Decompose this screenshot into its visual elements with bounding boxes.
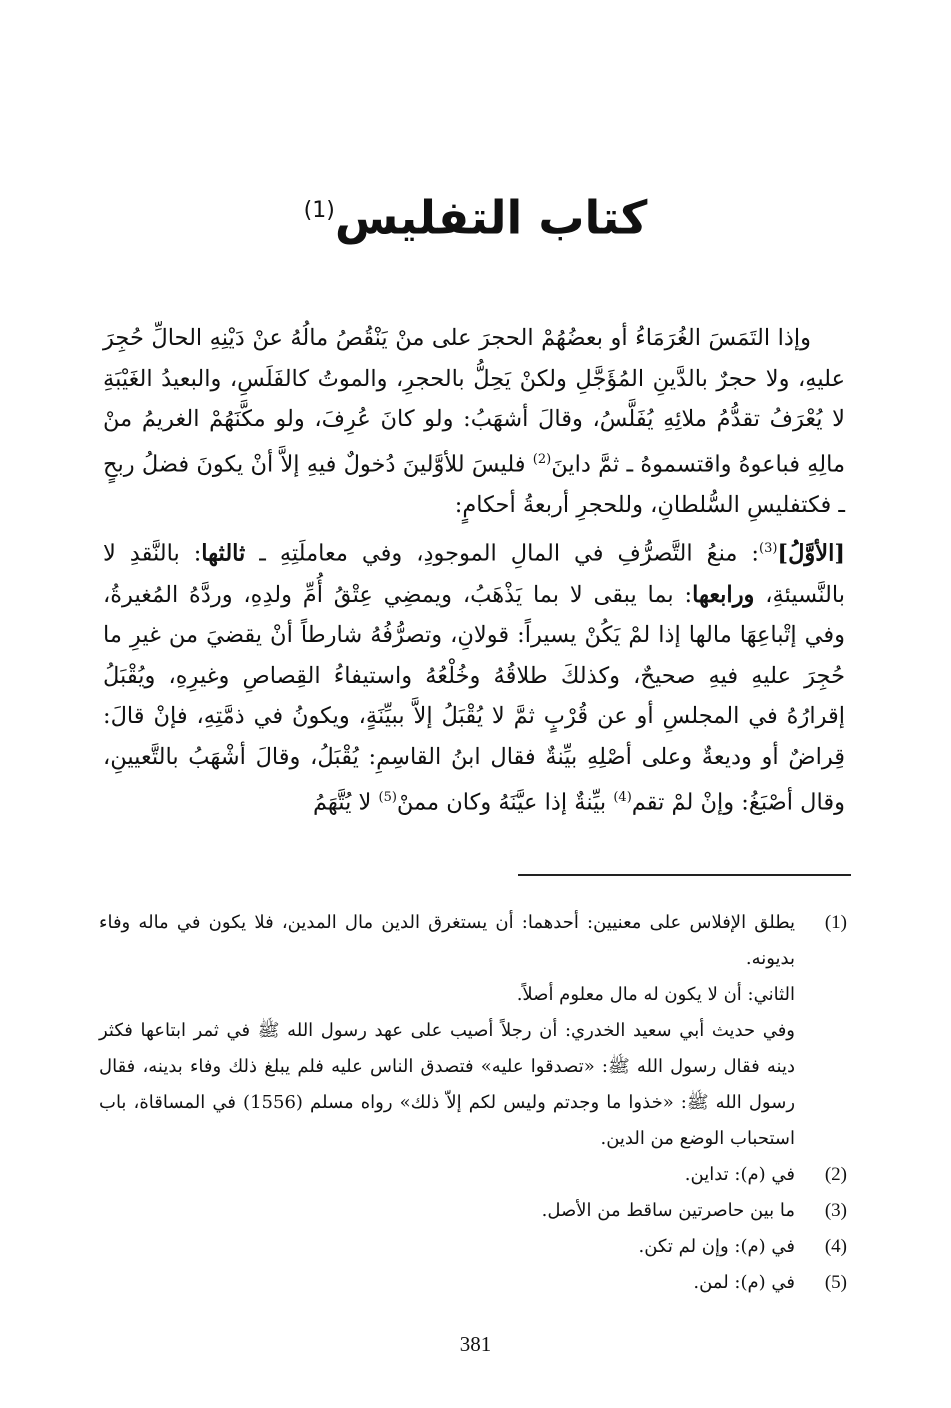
footnotes [99,905,851,1301]
paragraph-1-text-a: وإذا التَمَسَ الغُرَمَاءُ أو بعضُهُمْ الحجرَ على منْ يَنْقُصُ مالُهُ عنْ دَيْنِهِ الحالِّ حُجِرَ عليهِ، ولا حجرٌ بالدَّينِ المُؤَجَّلِ ولكنْ يَحِلُّ بالحجرِ، والموتُ كالفَلَسِ، والبعيدُ الغَيْبَةِ لا يُعْرَفُ تقدُّمُ ملائِهِ يُفَلَّسُ، وقالَ أشهَبُ: ولو كانَ عُرِفَ، ولو مكَّنَهُمْ الغريمُ منْ مالِهِ فباعوهُ واقتسموهُ ـ ثمَّ داينَ [103,325,845,478]
chapter-title-text: كتاب التفليس [334,190,648,245]
paragraph-1-text-b: فليسَ للأوَّلينَ دُخولٌ فيهِ إلاَّ أنْ يكونَ فضلُ ربحٍ ـ فكتفليسِ السُّلطانِ، وللحجرِ أربعةُ أحكامٍ: [103,451,845,518]
paragraph-2-text-d: بيِّنةٌ إذا عيَّنَهُ وكان ممنْ [396,789,614,816]
paragraph-2-text-b: : بالنَّقدِ لا بالنَّسيئةِ، [103,540,845,608]
footnote-5 [99,1265,851,1301]
footnote-1-line-3: وفي حديث أبي سعيد الخدري: أن رجلاً أصيب على عهد رسول الله ﷺ في ثمر ابتاعها فكثر دينه فقال رسول الله ﷺ: «تصدقوا عليه» فتصدق الناس عليه فلم يبلغ ذلك وفاء بدينه، فقال رسول الله ﷺ: «خذوا ما وجدتم وليس لكم إلاّ ذلك» رواه مسلم (1556) في المساقاة، باب استحباب الوضع من الدين. [99,1020,796,1149]
paragraph-2-third-label: ثالثها [201,540,246,567]
footnote-ref-4: (4) [613,789,632,805]
main-text [103,318,845,823]
footnote-4-text: في (م): وإن لم تكن. [638,1236,795,1257]
paragraph-2-text-a: : منعُ التَّصرُّفِ في المالِ الموجودِ، وفي معاملَتِهِ ـ [245,540,759,567]
footnote-1-number: (1) [824,912,847,933]
footnote-1-line-2: الثاني: أن لا يكون له مال معلوم أصلاً. [516,984,795,1005]
paragraph-2-text-c: : بما يبقى لا بما يَذْهَبُ، ويمضِي عِتْقُ أُمِّ ولدِهِ، وردَّهُ المُغيرةُ، وفي إتْباعِهَا مالها إذا لمْ يَكُنْ يسيراً: قولانِ، وتصرُّفُهُ شارطاً أنْ يقضيَ من غيرِ ما حُجِرَ عليهِ فيهِ صحيحٌ، وكذلكَ طلاقُهُ وخُلْعُهُ واستيفاءُ القِصاصِ وغيرِهِ، ويُقْبَلُ إقرارُهُ في المجلسِ أو عن قُرْبٍ ثمَّ لا يُقْبَلُ إلاَّ ببيِّنَةٍ، ويكونُ في ذمَّتِهِ، فإنْ قالَ: قِراضٌ أو وديعةٌ وعلى أصْلِهِ بيِّنةٌ فقال ابنُ القاسِمِ: يُقْبَلُ، وقالَ أشْهَبُ بالتَّعيينِ، وقال أصْبَغُ: وإنْ لمْ تقم [103,581,845,816]
footnote-1 [99,905,851,977]
paragraph-2-fourth-label: ورابعها [692,581,755,608]
paragraph-2-lead: [الأوَّلُ] [777,540,846,567]
footnote-3 [99,1193,851,1229]
paragraph-1 [103,318,845,525]
footnote-5-text: في (م): لمن. [693,1272,795,1293]
footnote-2 [99,1157,851,1193]
footnote-4-number: (4) [824,1236,847,1257]
footnote-2-text: في (م): تداين. [684,1164,795,1185]
chapter-title-note-ref: (1) [303,198,335,223]
footnote-separator [518,874,851,876]
chapter-title [100,176,851,252]
footnote-3-number: (3) [824,1200,847,1221]
footnote-ref-2: (2) [532,451,552,467]
footnote-4 [99,1229,851,1265]
footnote-ref-3: (3) [758,541,778,557]
footnote-2-number: (2) [824,1164,847,1185]
footnote-3-text: ما بين حاصرتين ساقط من الأصل. [541,1200,795,1221]
page-number: 381 [459,1332,492,1356]
footnote-ref-5: (5) [378,789,397,805]
footnote-5-number: (5) [824,1272,847,1293]
paragraph-2 [103,529,845,822]
paragraph-2-text-e: لا يُتَّهَمُ [312,789,379,816]
footnote-1-line-1: يطلق الإفلاس على معنيين: أحدهما: أن يستغرق الدين مال المدين، فلا يكون في ماله وفاء بديونه. [99,912,795,969]
